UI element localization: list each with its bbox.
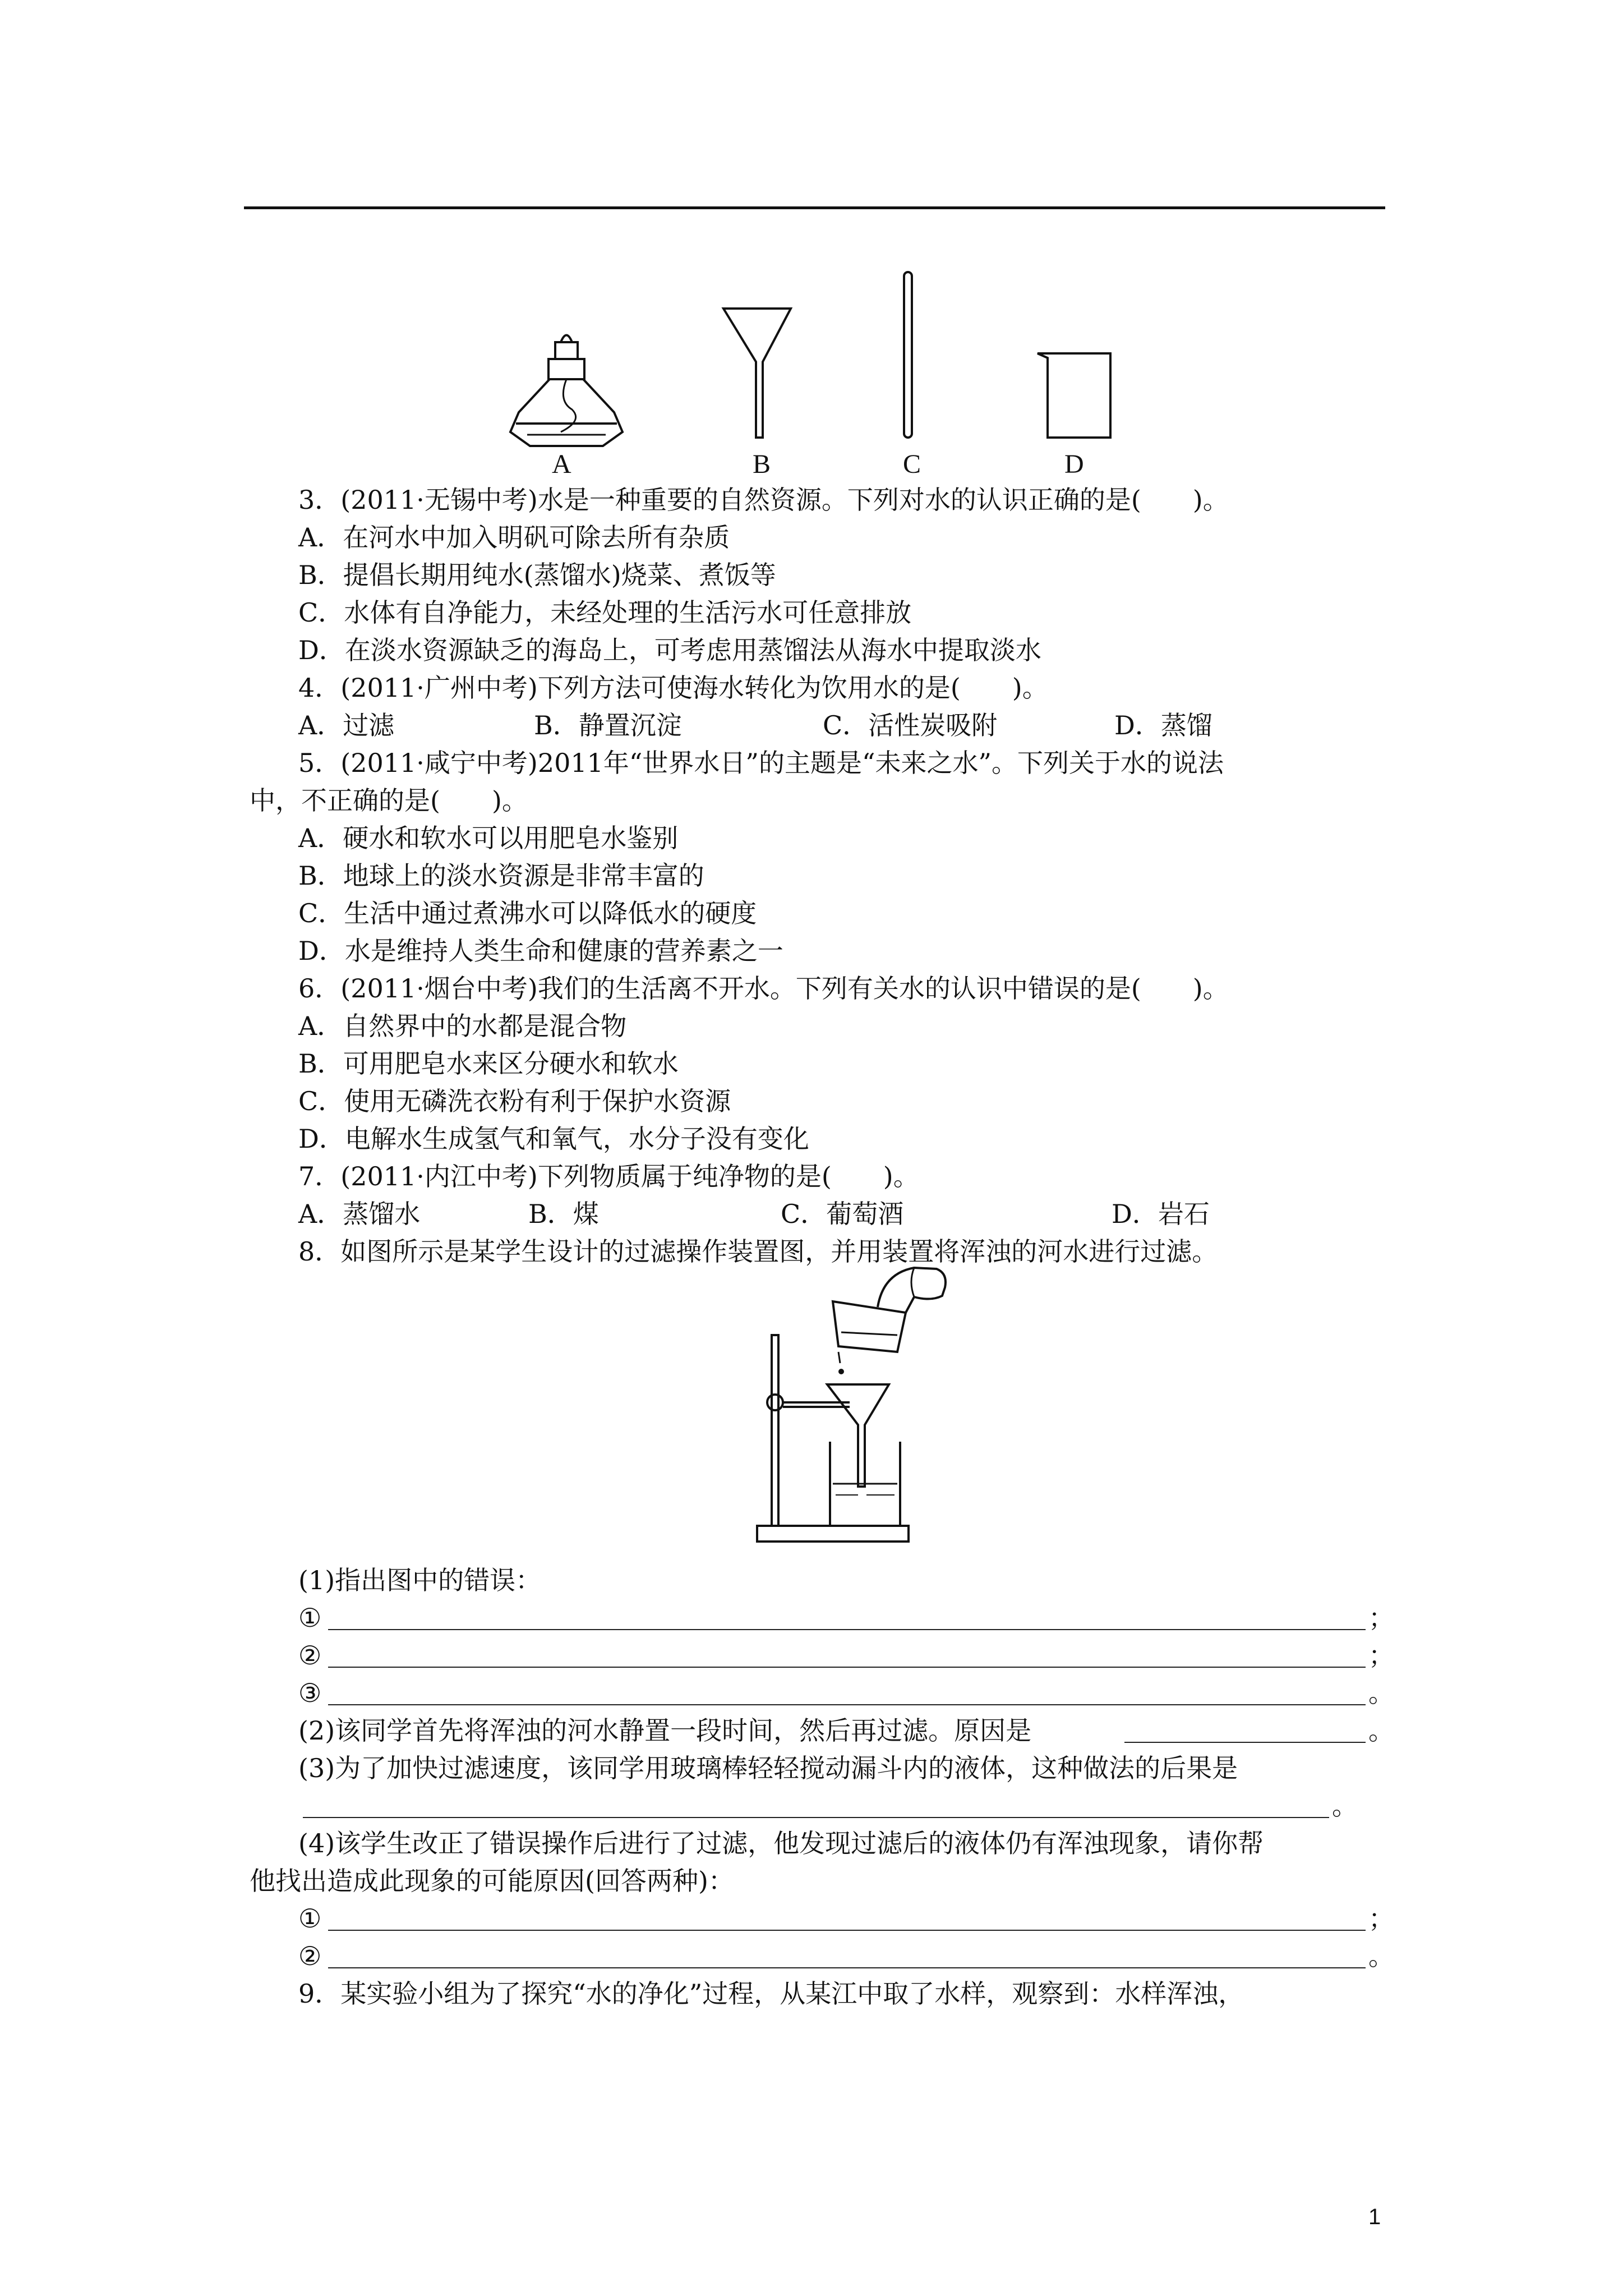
filtration-apparatus-figure [746, 1234, 1015, 1548]
apparatus-figure [505, 264, 1150, 482]
q8-part4-answer-line-1[interactable] [328, 1930, 1366, 1931]
q8-blank-1-mark: ① [298, 1603, 322, 1633]
q4-option-d: D．蒸馏 [1114, 710, 1212, 740]
q8-part3: (3)为了加快过滤速度，该同学用玻璃棒轻轻搅动漏斗内的液体，这种做法的后果是 [298, 1753, 1238, 1783]
q8-blank-3-end: 。 [1368, 1678, 1394, 1708]
q8-part4-line1: (4)该学生改正了错误操作后进行了过滤，他发现过滤后的液体仍有浑浊现象，请你帮 [298, 1828, 1264, 1858]
q7-option-d: D．岩石 [1112, 1199, 1210, 1229]
q6-option-c: C．使用无磷洗衣粉有利于保护水资源 [298, 1086, 731, 1116]
q6-option-b: B．可用肥皂水来区分硬水和软水 [298, 1048, 679, 1079]
q8-answer-line-2[interactable] [328, 1667, 1366, 1668]
q7-option-c: C．葡萄酒 [781, 1199, 904, 1229]
header-rule [244, 206, 1385, 209]
q5-option-b: B．地球上的淡水资源是非常丰富的 [298, 861, 704, 891]
q8-part1: (1)指出图中的错误： [298, 1565, 542, 1595]
q3-option-a: A．在河水中加入明矾可除去所有杂质 [298, 522, 730, 553]
q8-stem: 8．如图所示是某学生设计的过滤操作装置图，并用装置将浑浊的河水进行过滤。 [298, 1236, 1218, 1267]
q6-stem: 6．(2011·烟台中考)我们的生活离不开水。下列有关水的认识中错误的是( )。 [298, 973, 1229, 1004]
q8-part3-answer-line[interactable] [303, 1817, 1329, 1818]
q7-option-a: A．蒸馏水 [298, 1199, 421, 1229]
q5-option-a: A．硬水和软水可以用肥皂水鉴别 [298, 823, 679, 853]
alcohol-lamp-icon [510, 335, 623, 447]
q4-option-b: B．静置沉淀 [534, 710, 682, 740]
q8-part4-end-1: ； [1368, 1903, 1394, 1934]
q4-stem: 4．(2011·广州中考)下列方法可使海水转化为饮用水的是( )。 [298, 673, 1048, 703]
figure-label-b: B [753, 449, 771, 479]
q8-part4-line2: 他找出造成此现象的可能原因(回答两种)： [250, 1866, 734, 1896]
q4-option-a: A．过滤 [298, 710, 395, 740]
q8-blank-1-end: ； [1368, 1603, 1394, 1633]
q9-stem: 9．某实验小组为了探究“水的净化”过程，从某江中取了水样，观察到：水样浑浊， [298, 1978, 1244, 2009]
q8-part2-answer-line[interactable] [1124, 1742, 1366, 1743]
q5-stem-line1: 5．(2011·咸宁中考)2011年“世界水日”的主题是“未来之水”。下列关于水的说法 [298, 748, 1224, 778]
q5-option-d: D．水是维持人类生命和健康的营养素之一 [298, 936, 783, 966]
q8-blank-3-mark: ③ [298, 1678, 322, 1708]
q3-option-c: C．水体有自净能力，未经处理的生活污水可任意排放 [298, 597, 912, 628]
q8-part2-end: 。 [1368, 1715, 1394, 1746]
q8-blank-2-end: ； [1368, 1640, 1394, 1671]
q8-part4-mark-1: ① [298, 1903, 322, 1934]
q6-option-d: D．电解水生成氢气和氧气，水分子没有变化 [298, 1124, 809, 1154]
q6-option-a: A．自然界中的水都是混合物 [298, 1011, 627, 1041]
page-number: 1 [1368, 2205, 1381, 2229]
funnel-icon [723, 309, 791, 438]
q8-answer-line-1[interactable] [328, 1629, 1366, 1630]
glass-rod-icon [904, 272, 912, 438]
beaker-icon [1038, 353, 1110, 438]
figure-label-d: D [1064, 449, 1084, 479]
q5-stem-line2: 中，不正确的是( )。 [250, 785, 528, 816]
q3-option-d: D．在淡水资源缺乏的海岛上，可考虑用蒸馏法从海水中提取淡水 [298, 635, 1041, 665]
q8-part2: (2)该同学首先将浑浊的河水静置一段时间，然后再过滤。原因是 [298, 1715, 1032, 1746]
q7-stem: 7．(2011·内江中考)下列物质属于纯净物的是( )。 [298, 1161, 919, 1191]
q8-answer-line-3[interactable] [328, 1704, 1366, 1705]
figure-label-c: C [903, 449, 921, 479]
q7-option-b: B．煤 [528, 1199, 599, 1229]
q8-part3-end: 。 [1332, 1791, 1358, 1821]
q8-part4-end-2: 。 [1368, 1941, 1394, 1971]
q5-option-c: C．生活中通过煮沸水可以降低水的硬度 [298, 898, 757, 928]
q8-part4-mark-2: ② [298, 1941, 322, 1971]
figure-label-a: A [552, 449, 571, 479]
q3-option-b: B．提倡长期用纯水(蒸馏水)烧菜、煮饭等 [298, 560, 776, 590]
q8-blank-2-mark: ② [298, 1640, 322, 1671]
q8-part4-answer-line-2[interactable] [328, 1967, 1366, 1968]
q4-option-c: C．活性炭吸附 [823, 710, 998, 740]
q3-stem: 3．(2011·无锡中考)水是一种重要的自然资源。下列对水的认识正确的是( )。 [298, 485, 1229, 515]
